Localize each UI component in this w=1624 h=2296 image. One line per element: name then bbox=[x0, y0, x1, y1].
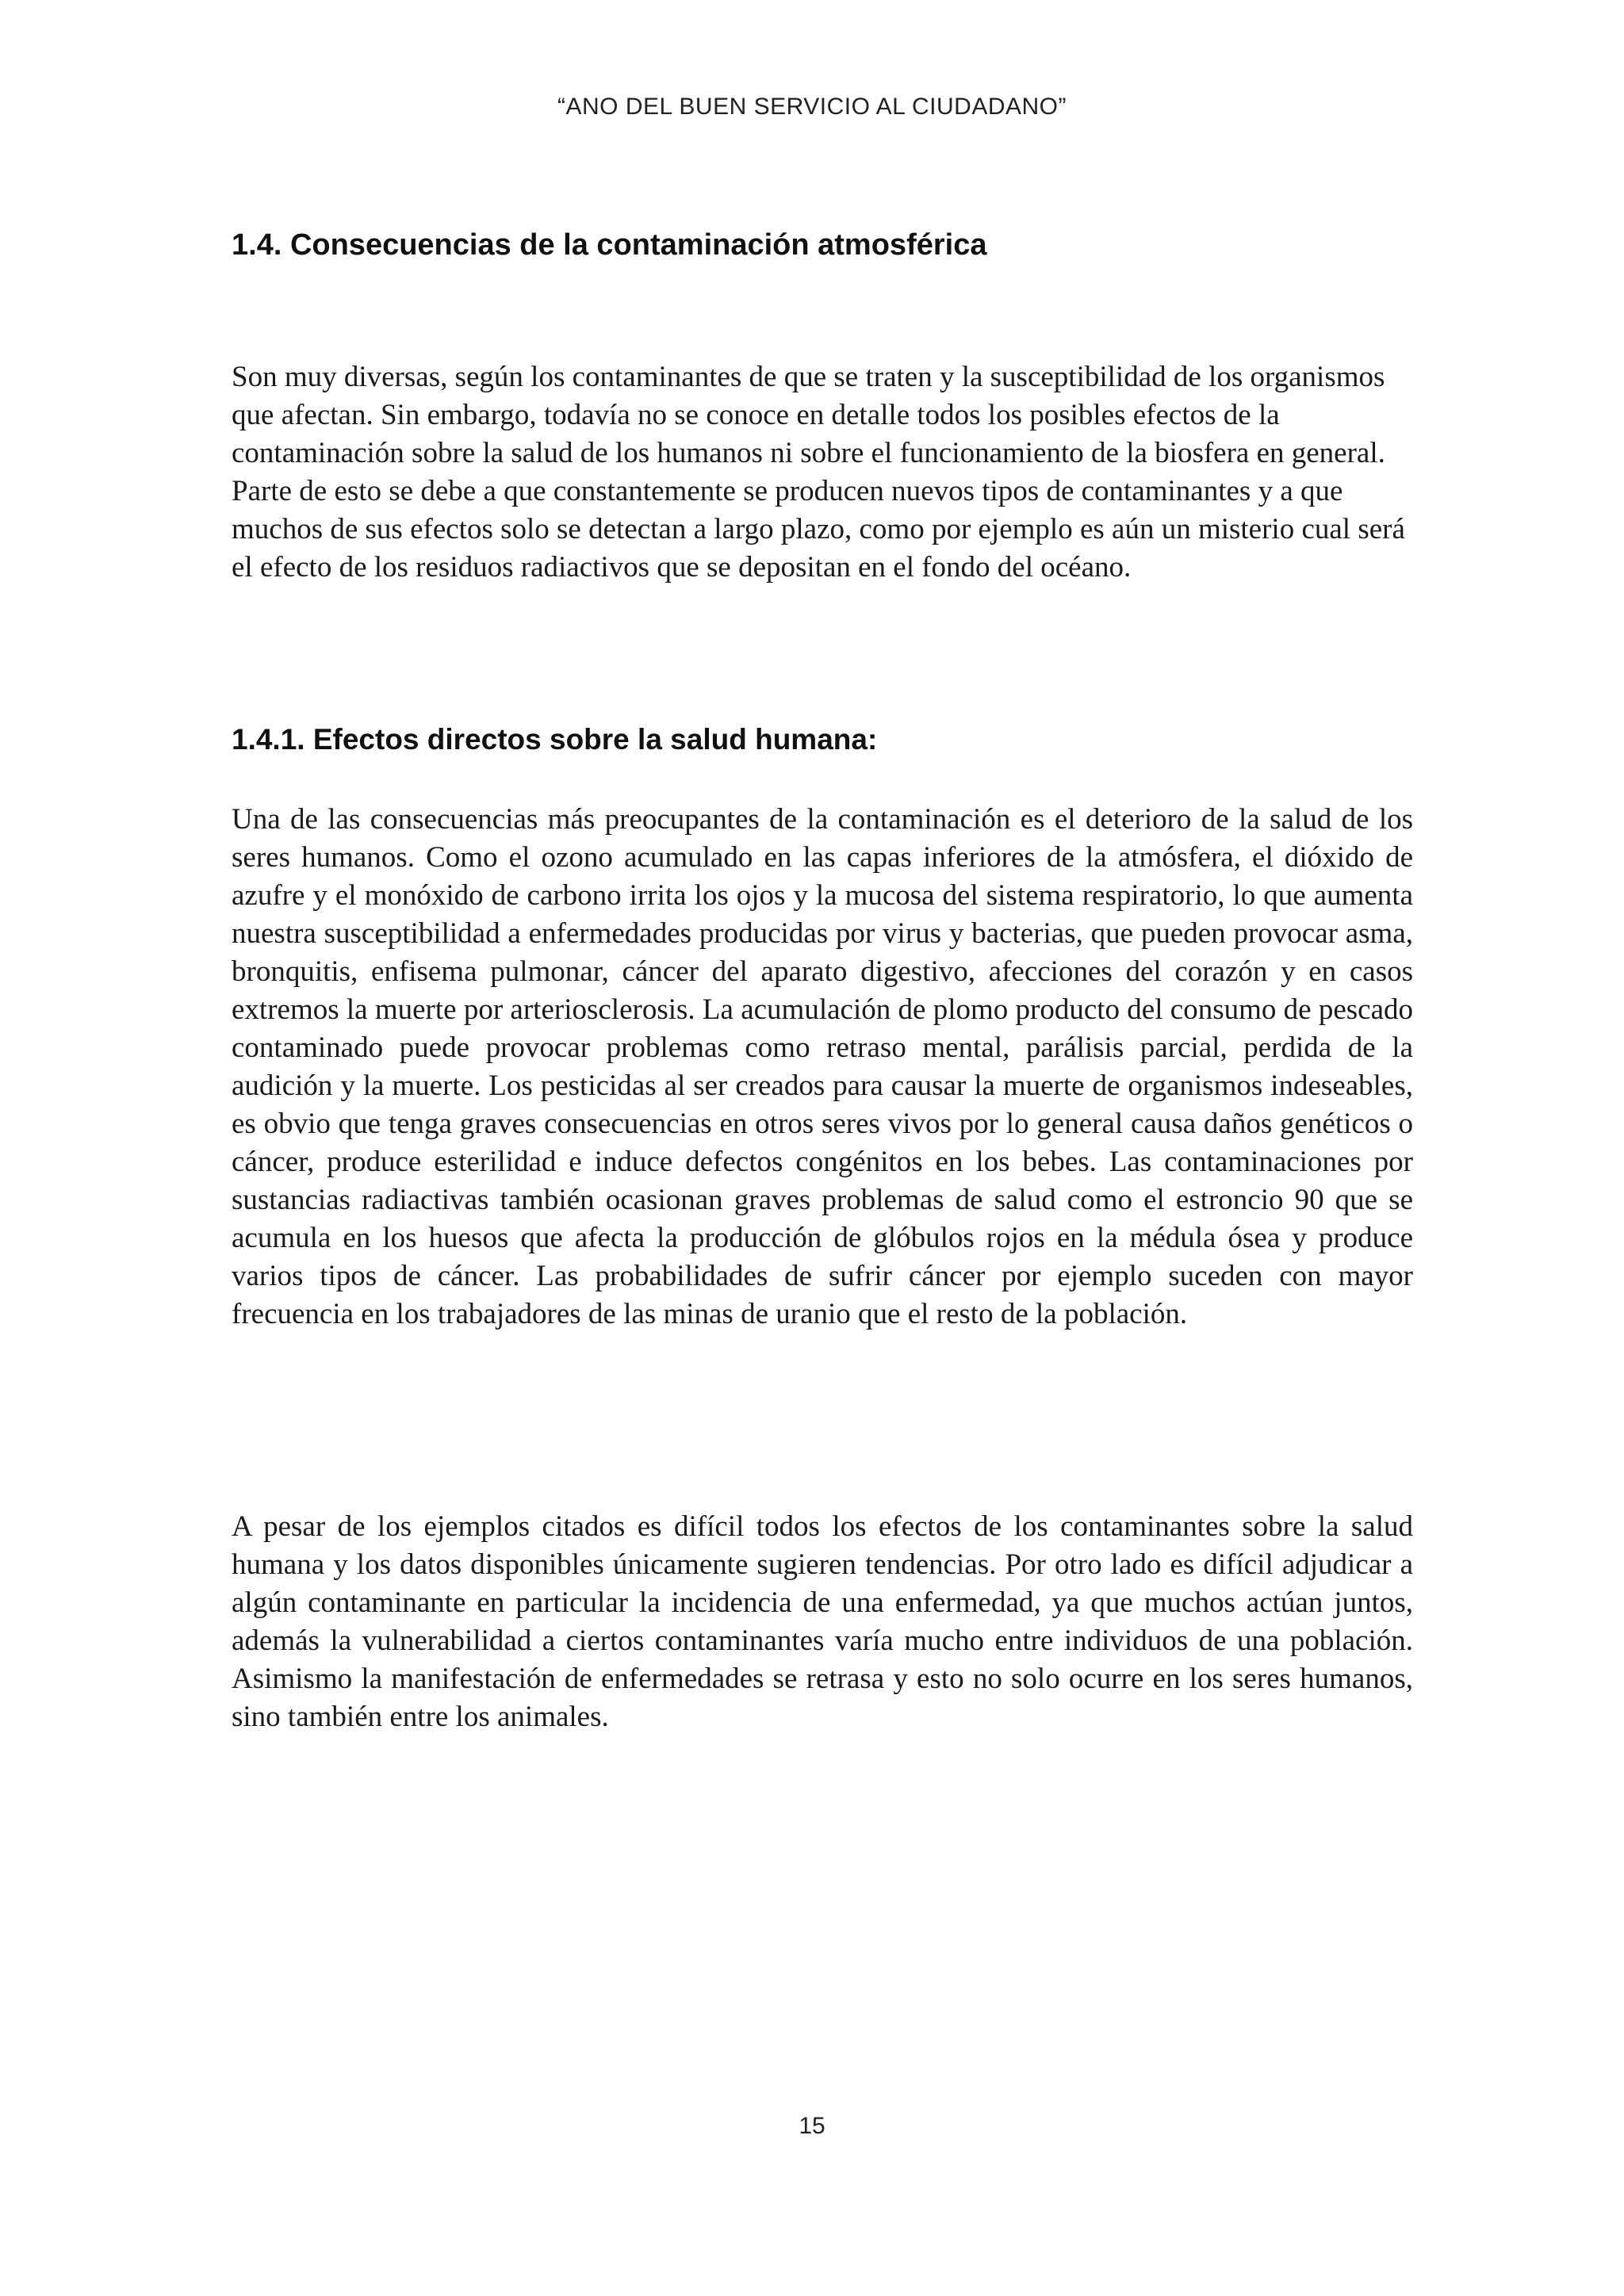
section-heading: 1.4. Consecuencias de la contaminación atmosférica bbox=[232, 228, 987, 262]
intro-paragraph: Son muy diversas, según los contaminantes de que se traten y la susceptibilidad de los organismos que afectan. Sin embargo, todavía no se conoce en detalle todos los posibles efectos de la contaminación sobre la salud de los humanos ni sobre el funcionamiento de la biosfera en general. Parte de esto se debe a que constantemente se producen nuevos tipos de contaminantes y a que muchos de sus efectos solo se detectan a largo plazo, como por ejemplo es aún un misterio cual será el efecto de los residuos radiactivos que se depositan en el fondo del océano. bbox=[232, 361, 1405, 584]
health-effects-paragraph: Una de las consecuencias más preocupantes de la contaminación es el deterioro de la salud de los seres humanos. Como el ozono acumulado en las capas inferiores de la atmósfera, el dióxido de azufre y el monóxido de carbono irrita los ojos y la mucosa del sistema respiratorio, lo que aumenta nuestra susceptibilidad a enfermedades producidas por virus y bacterias, que pueden provocar asma, bronquitis, enfisema pulmonar, cáncer del aparato digestivo, afecciones del corazón y en casos extremos la muerte por arteriosclerosis. La acumulación de plomo producto del consumo de pescado contaminado puede provocar problemas como retraso mental, parálisis parcial, perdida de la audición y la muerte. Los pesticidas al ser creados para causar la muerte de organismos indeseables, es obvio que tenga graves consecuencias en otros seres vivos por lo general causa daños genéticos o cáncer, produce esterilidad e induce defectos congénitos en los bebes. Las contaminaciones por sustancias radiactivas también ocasionan graves problemas de salud como el estroncio 90 que se acumula en los huesos que afecta la producción de glóbulos rojos en la médula ósea y produce varios tipos de cáncer. Las probabilidades de sufrir cáncer por ejemplo suceden con mayor frecuencia en los trabajadores de las minas de uranio que el resto de la población. bbox=[232, 803, 1413, 1330]
subsection-heading: 1.4.1. Efectos directos sobre la salud humana: bbox=[232, 723, 878, 756]
difficulty-paragraph: A pesar de los ejemplos citados es difícil todos los efectos de los contaminantes sobre la salud humana y los datos disponibles únicamente sugieren tendencias. Por otro lado es difícil adjudicar a algún contaminante en particular la incidencia de una enfermedad, ya que muchos actúan juntos, además la vulnerabilidad a ciertos contaminantes varía mucho entre individuos de una población. Asimismo la manifestación de enfermedades se retrasa y esto no solo ocurre en los seres humanos, sino también entre los animales. bbox=[232, 1510, 1413, 1733]
page-number: 15 bbox=[799, 2113, 825, 2139]
running-header: “ANO DEL BUEN SERVICIO AL CIUDADANO” bbox=[557, 94, 1067, 120]
